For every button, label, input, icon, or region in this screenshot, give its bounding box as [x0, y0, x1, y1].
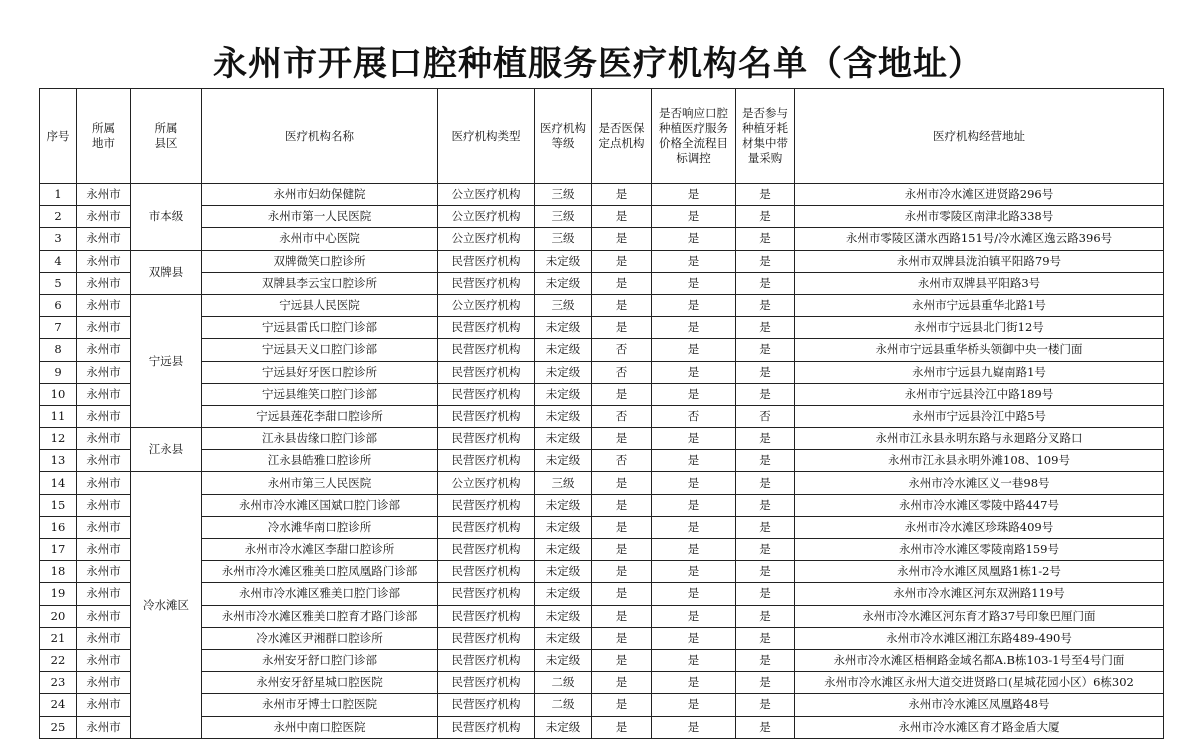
- cell-respond: 是: [652, 250, 736, 272]
- header-procure: 是否参与种植牙耗材集中带量采购: [736, 89, 795, 184]
- cell-level: 未定级: [535, 561, 592, 583]
- cell-seq: 10: [40, 383, 77, 405]
- cell-type: 民营医疗机构: [438, 383, 535, 405]
- cell-address: 永州市宁远县九嶷南路1号: [795, 361, 1164, 383]
- cell-insurance: 是: [592, 317, 652, 339]
- cell-procure: 是: [736, 317, 795, 339]
- cell-procure: 是: [736, 605, 795, 627]
- table-row: [40, 250, 1164, 272]
- cell-type: 民营医疗机构: [438, 561, 535, 583]
- cell-name: 永州安牙舒口腔门诊部: [202, 649, 438, 671]
- cell-city: 永州市: [77, 272, 131, 294]
- page-title: 永州市开展口腔种植服务医疗机构名单（含地址）: [213, 44, 983, 84]
- cell-name: 永州市冷水滩区雅美口腔凤凰路门诊部: [202, 561, 438, 583]
- cell-level: 未定级: [535, 516, 592, 538]
- cell-procure: 是: [736, 428, 795, 450]
- header-address: 医疗机构经营地址: [795, 89, 1164, 184]
- cell-level: 未定级: [535, 339, 592, 361]
- institution-table: [39, 88, 1164, 739]
- table-row: [40, 672, 1164, 694]
- cell-address: 永州市冷水滩区义一巷98号: [795, 472, 1164, 494]
- cell-address: 永州市冷水滩区零陵中路447号: [795, 494, 1164, 516]
- cell-respond: 是: [652, 317, 736, 339]
- cell-respond: 是: [652, 206, 736, 228]
- cell-type: 民营医疗机构: [438, 627, 535, 649]
- table-row: [40, 405, 1164, 427]
- cell-insurance: 是: [592, 494, 652, 516]
- cell-respond: 是: [652, 472, 736, 494]
- cell-level: 未定级: [535, 405, 592, 427]
- cell-level: 二级: [535, 694, 592, 716]
- cell-level: 未定级: [535, 539, 592, 561]
- cell-procure: 是: [736, 472, 795, 494]
- cell-seq: 2: [40, 206, 77, 228]
- cell-seq: 3: [40, 228, 77, 250]
- cell-insurance: 是: [592, 250, 652, 272]
- cell-procure: 是: [736, 494, 795, 516]
- table-row: [40, 694, 1164, 716]
- cell-name: 宁远县莲花李甜口腔诊所: [202, 405, 438, 427]
- cell-city: 永州市: [77, 450, 131, 472]
- cell-name: 永州市牙博士口腔医院: [202, 694, 438, 716]
- cell-respond: 是: [652, 583, 736, 605]
- header-insurance: 是否医保定点机构: [592, 89, 652, 184]
- cell-type: 民营医疗机构: [438, 361, 535, 383]
- cell-address: 永州市宁远县重华桥头领御中央一楼门面: [795, 339, 1164, 361]
- cell-name: 永州中南口腔医院: [202, 716, 438, 738]
- cell-level: 未定级: [535, 361, 592, 383]
- cell-respond: 是: [652, 294, 736, 316]
- cell-type: 民营医疗机构: [438, 539, 535, 561]
- cell-city: 永州市: [77, 250, 131, 272]
- cell-address: 永州市双牌县平阳路3号: [795, 272, 1164, 294]
- cell-name: 宁远县人民医院: [202, 294, 438, 316]
- cell-address: 永州市冷水滩区凤凰路48号: [795, 694, 1164, 716]
- cell-city: 永州市: [77, 428, 131, 450]
- cell-address: 永州市冷水滩区珍珠路409号: [795, 516, 1164, 538]
- cell-city: 永州市: [77, 361, 131, 383]
- header-type: 医疗机构类型: [438, 89, 535, 184]
- table-body: [40, 184, 1164, 739]
- table-row: [40, 228, 1164, 250]
- cell-seq: 20: [40, 605, 77, 627]
- cell-level: 未定级: [535, 450, 592, 472]
- cell-name: 江永县皓雅口腔诊所: [202, 450, 438, 472]
- cell-city: 永州市: [77, 694, 131, 716]
- cell-insurance: 是: [592, 272, 652, 294]
- cell-insurance: 是: [592, 649, 652, 671]
- cell-address: 永州市宁远县北门街12号: [795, 317, 1164, 339]
- cell-type: 公立医疗机构: [438, 294, 535, 316]
- cell-city: 永州市: [77, 472, 131, 494]
- cell-county: 宁远县: [131, 294, 202, 427]
- cell-seq: 19: [40, 583, 77, 605]
- cell-address: 永州市冷水滩区零陵南路159号: [795, 539, 1164, 561]
- cell-city: 永州市: [77, 716, 131, 738]
- table-row: [40, 561, 1164, 583]
- table-row: [40, 184, 1164, 206]
- cell-procure: 是: [736, 272, 795, 294]
- cell-procure: 是: [736, 339, 795, 361]
- table-row: [40, 583, 1164, 605]
- cell-seq: 5: [40, 272, 77, 294]
- cell-respond: 是: [652, 339, 736, 361]
- cell-seq: 6: [40, 294, 77, 316]
- cell-respond: 是: [652, 605, 736, 627]
- cell-level: 二级: [535, 672, 592, 694]
- cell-name: 永州市妇幼保健院: [202, 184, 438, 206]
- cell-procure: 是: [736, 383, 795, 405]
- header-name: 医疗机构名称: [202, 89, 438, 184]
- table-row: [40, 649, 1164, 671]
- cell-level: 三级: [535, 228, 592, 250]
- cell-procure: 是: [736, 450, 795, 472]
- cell-type: 公立医疗机构: [438, 472, 535, 494]
- cell-type: 民营医疗机构: [438, 583, 535, 605]
- cell-insurance: 是: [592, 694, 652, 716]
- cell-insurance: 是: [592, 428, 652, 450]
- header-level: 医疗机构等级: [535, 89, 592, 184]
- cell-insurance: 是: [592, 561, 652, 583]
- cell-insurance: 否: [592, 405, 652, 427]
- cell-insurance: 是: [592, 539, 652, 561]
- cell-insurance: 是: [592, 184, 652, 206]
- table-row: [40, 627, 1164, 649]
- cell-name: 永州市第一人民医院: [202, 206, 438, 228]
- cell-respond: 是: [652, 494, 736, 516]
- cell-respond: 是: [652, 383, 736, 405]
- cell-seq: 1: [40, 184, 77, 206]
- cell-address: 永州市宁远县重华北路1号: [795, 294, 1164, 316]
- cell-address: 永州市冷水滩区凤凰路1栋1-2号: [795, 561, 1164, 583]
- cell-level: 三级: [535, 294, 592, 316]
- cell-procure: 是: [736, 649, 795, 671]
- cell-name: 宁远县雷氏口腔门诊部: [202, 317, 438, 339]
- table-row: [40, 428, 1164, 450]
- cell-type: 民营医疗机构: [438, 339, 535, 361]
- cell-procure: 否: [736, 405, 795, 427]
- cell-seq: 9: [40, 361, 77, 383]
- cell-respond: 否: [652, 405, 736, 427]
- cell-address: 永州市零陵区潇水西路151号/冷水滩区逸云路396号: [795, 228, 1164, 250]
- cell-address: 永州市冷水滩区河东双洲路119号: [795, 583, 1164, 605]
- cell-address: 永州市冷水滩区永州大道交进贤路口(星城花园小区）6栋302: [795, 672, 1164, 694]
- header-city: 所属地市: [77, 89, 131, 184]
- cell-insurance: 是: [592, 383, 652, 405]
- cell-insurance: 是: [592, 472, 652, 494]
- cell-county: 冷水滩区: [131, 472, 202, 738]
- cell-seq: 21: [40, 627, 77, 649]
- cell-seq: 8: [40, 339, 77, 361]
- cell-level: 未定级: [535, 605, 592, 627]
- cell-respond: 是: [652, 361, 736, 383]
- cell-county: 双牌县: [131, 250, 202, 294]
- cell-name: 永州市冷水滩区雅美口腔育才路门诊部: [202, 605, 438, 627]
- header-respond: 是否响应口腔种植医疗服务价格全流程目标调控: [652, 89, 736, 184]
- cell-procure: 是: [736, 672, 795, 694]
- header-county: 所属县区: [131, 89, 202, 184]
- cell-seq: 14: [40, 472, 77, 494]
- table-row: [40, 339, 1164, 361]
- cell-address: 永州市宁远县泠江中路189号: [795, 383, 1164, 405]
- cell-city: 永州市: [77, 627, 131, 649]
- cell-type: 民营医疗机构: [438, 494, 535, 516]
- cell-name: 永州市第三人民医院: [202, 472, 438, 494]
- cell-name: 永州市冷水滩区国斌口腔门诊部: [202, 494, 438, 516]
- cell-insurance: 否: [592, 339, 652, 361]
- cell-level: 未定级: [535, 716, 592, 738]
- cell-procure: 是: [736, 184, 795, 206]
- cell-city: 永州市: [77, 206, 131, 228]
- table-row: [40, 206, 1164, 228]
- cell-city: 永州市: [77, 672, 131, 694]
- cell-respond: 是: [652, 539, 736, 561]
- cell-procure: 是: [736, 228, 795, 250]
- cell-seq: 11: [40, 405, 77, 427]
- table-row: [40, 472, 1164, 494]
- cell-insurance: 否: [592, 450, 652, 472]
- cell-address: 永州市冷水滩区湘江东路489-490号: [795, 627, 1164, 649]
- cell-type: 民营医疗机构: [438, 516, 535, 538]
- cell-type: 民营医疗机构: [438, 649, 535, 671]
- cell-name: 宁远县好牙医口腔诊所: [202, 361, 438, 383]
- cell-insurance: 是: [592, 627, 652, 649]
- table-row: [40, 317, 1164, 339]
- cell-respond: 是: [652, 694, 736, 716]
- cell-level: 未定级: [535, 317, 592, 339]
- cell-level: 未定级: [535, 272, 592, 294]
- cell-seq: 17: [40, 539, 77, 561]
- cell-name: 永州市中心医院: [202, 228, 438, 250]
- cell-procure: 是: [736, 627, 795, 649]
- cell-name: 永州市冷水滩区李甜口腔诊所: [202, 539, 438, 561]
- cell-insurance: 是: [592, 605, 652, 627]
- cell-respond: 是: [652, 649, 736, 671]
- cell-name: 江永县齿缘口腔门诊部: [202, 428, 438, 450]
- cell-city: 永州市: [77, 405, 131, 427]
- cell-procure: 是: [736, 539, 795, 561]
- table-row: [40, 450, 1164, 472]
- cell-city: 永州市: [77, 339, 131, 361]
- cell-insurance: 是: [592, 228, 652, 250]
- cell-name: 冷水滩区尹湘群口腔诊所: [202, 627, 438, 649]
- cell-address: 永州市江永县永明东路与永廻路分叉路口: [795, 428, 1164, 450]
- cell-level: 未定级: [535, 494, 592, 516]
- cell-seq: 7: [40, 317, 77, 339]
- cell-name: 宁远县维笑口腔门诊部: [202, 383, 438, 405]
- cell-respond: 是: [652, 672, 736, 694]
- cell-level: 未定级: [535, 250, 592, 272]
- cell-level: 未定级: [535, 649, 592, 671]
- cell-respond: 是: [652, 184, 736, 206]
- cell-procure: 是: [736, 716, 795, 738]
- cell-city: 永州市: [77, 317, 131, 339]
- cell-type: 公立医疗机构: [438, 228, 535, 250]
- cell-procure: 是: [736, 206, 795, 228]
- cell-procure: 是: [736, 583, 795, 605]
- cell-address: 永州市冷水滩区河东育才路37号印象巴厘门面: [795, 605, 1164, 627]
- cell-procure: 是: [736, 294, 795, 316]
- cell-type: 公立医疗机构: [438, 184, 535, 206]
- cell-insurance: 是: [592, 516, 652, 538]
- cell-type: 民营医疗机构: [438, 317, 535, 339]
- cell-respond: 是: [652, 450, 736, 472]
- cell-address: 永州市冷水滩区梧桐路金域名都A.B栋103-1号至4号门面: [795, 649, 1164, 671]
- cell-type: 民营医疗机构: [438, 605, 535, 627]
- cell-city: 永州市: [77, 539, 131, 561]
- cell-name: 永州安牙舒星城口腔医院: [202, 672, 438, 694]
- cell-respond: 是: [652, 428, 736, 450]
- cell-address: 永州市冷水滩区育才路金盾大厦: [795, 716, 1164, 738]
- cell-address: 永州市江永县永明外滩108、109号: [795, 450, 1164, 472]
- cell-seq: 4: [40, 250, 77, 272]
- cell-name: 宁远县天义口腔门诊部: [202, 339, 438, 361]
- cell-type: 民营医疗机构: [438, 405, 535, 427]
- cell-type: 民营医疗机构: [438, 694, 535, 716]
- cell-insurance: 是: [592, 583, 652, 605]
- cell-address: 永州市双牌县泷泊镇平阳路79号: [795, 250, 1164, 272]
- cell-procure: 是: [736, 361, 795, 383]
- cell-type: 民营医疗机构: [438, 428, 535, 450]
- cell-city: 永州市: [77, 605, 131, 627]
- cell-procure: 是: [736, 694, 795, 716]
- cell-insurance: 是: [592, 206, 652, 228]
- cell-insurance: 是: [592, 294, 652, 316]
- cell-respond: 是: [652, 272, 736, 294]
- cell-insurance: 否: [592, 361, 652, 383]
- cell-level: 未定级: [535, 583, 592, 605]
- cell-name: 永州市冷水滩区雅美口腔门诊部: [202, 583, 438, 605]
- cell-seq: 22: [40, 649, 77, 671]
- cell-respond: 是: [652, 561, 736, 583]
- table-row: [40, 539, 1164, 561]
- cell-seq: 16: [40, 516, 77, 538]
- cell-address: 永州市冷水滩区进贤路296号: [795, 184, 1164, 206]
- cell-type: 民营医疗机构: [438, 716, 535, 738]
- cell-insurance: 是: [592, 716, 652, 738]
- cell-seq: 15: [40, 494, 77, 516]
- table-row: [40, 272, 1164, 294]
- cell-city: 永州市: [77, 184, 131, 206]
- cell-respond: 是: [652, 716, 736, 738]
- cell-seq: 24: [40, 694, 77, 716]
- cell-city: 永州市: [77, 516, 131, 538]
- cell-city: 永州市: [77, 383, 131, 405]
- cell-county: 市本级: [131, 184, 202, 251]
- cell-type: 公立医疗机构: [438, 206, 535, 228]
- cell-respond: 是: [652, 516, 736, 538]
- cell-seq: 13: [40, 450, 77, 472]
- cell-seq: 25: [40, 716, 77, 738]
- cell-seq: 23: [40, 672, 77, 694]
- cell-address: 永州市零陵区南津北路338号: [795, 206, 1164, 228]
- cell-type: 民营医疗机构: [438, 450, 535, 472]
- cell-city: 永州市: [77, 561, 131, 583]
- cell-city: 永州市: [77, 494, 131, 516]
- table-header-row: [40, 89, 1164, 184]
- cell-level: 未定级: [535, 383, 592, 405]
- cell-respond: 是: [652, 627, 736, 649]
- cell-level: 三级: [535, 206, 592, 228]
- cell-name: 双牌县李云宝口腔诊所: [202, 272, 438, 294]
- table-row: [40, 516, 1164, 538]
- cell-type: 民营医疗机构: [438, 272, 535, 294]
- cell-city: 永州市: [77, 649, 131, 671]
- cell-city: 永州市: [77, 583, 131, 605]
- table-row: [40, 361, 1164, 383]
- cell-type: 民营医疗机构: [438, 250, 535, 272]
- cell-procure: 是: [736, 561, 795, 583]
- cell-city: 永州市: [77, 228, 131, 250]
- cell-seq: 12: [40, 428, 77, 450]
- cell-name: 冷水滩华南口腔诊所: [202, 516, 438, 538]
- cell-address: 永州市宁远县泠江中路5号: [795, 405, 1164, 427]
- cell-level: 三级: [535, 472, 592, 494]
- cell-city: 永州市: [77, 294, 131, 316]
- cell-procure: 是: [736, 516, 795, 538]
- cell-level: 未定级: [535, 627, 592, 649]
- cell-type: 民营医疗机构: [438, 672, 535, 694]
- header-seq: 序号: [40, 89, 77, 184]
- cell-level: 三级: [535, 184, 592, 206]
- cell-name: 双牌微笑口腔诊所: [202, 250, 438, 272]
- cell-seq: 18: [40, 561, 77, 583]
- table-row: [40, 383, 1164, 405]
- cell-procure: 是: [736, 250, 795, 272]
- cell-insurance: 是: [592, 672, 652, 694]
- table-row: [40, 494, 1164, 516]
- table-row: [40, 294, 1164, 316]
- cell-level: 未定级: [535, 428, 592, 450]
- table-row: [40, 605, 1164, 627]
- cell-respond: 是: [652, 228, 736, 250]
- cell-county: 江永县: [131, 428, 202, 472]
